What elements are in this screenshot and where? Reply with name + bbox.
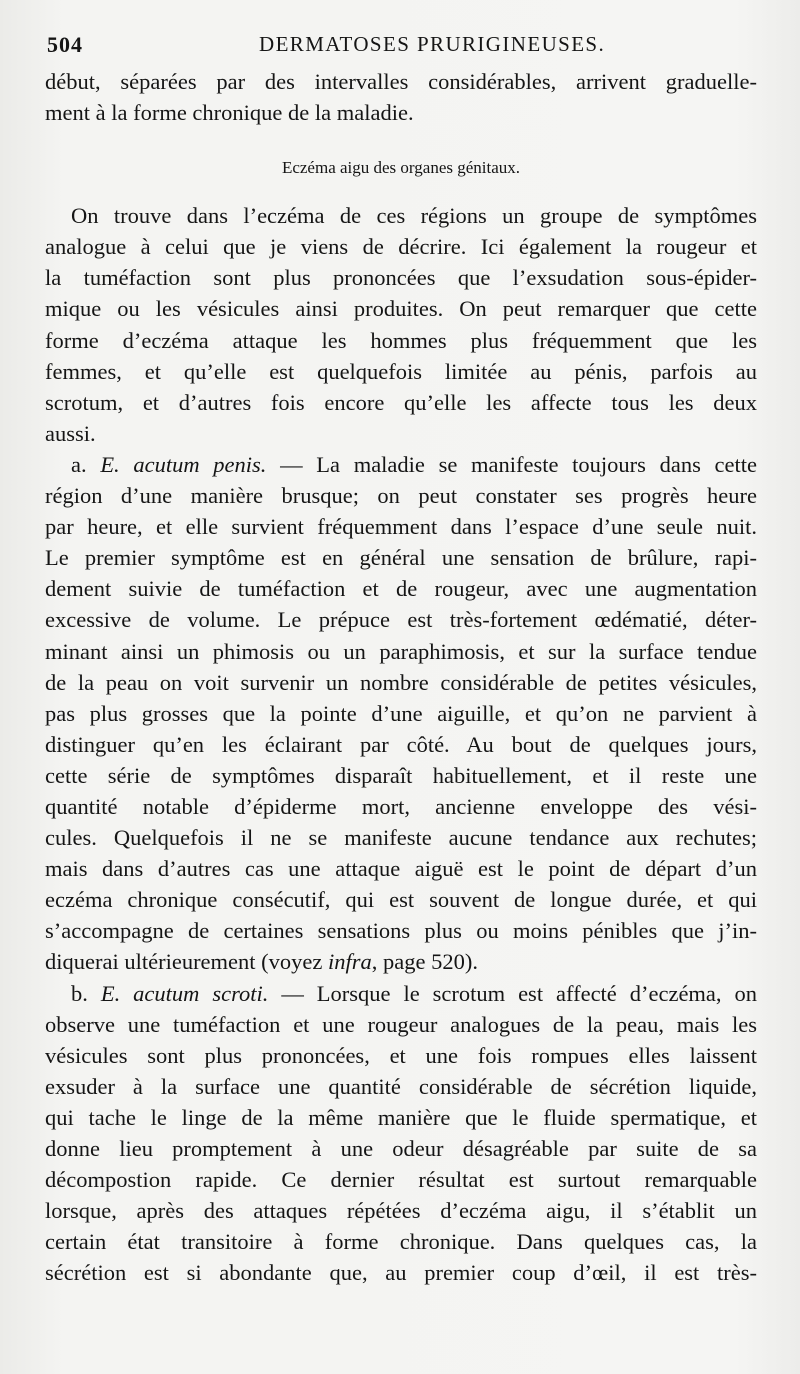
text-line: certain état transitoire à forme chronique. Dans quelques cas, la xyxy=(45,1229,757,1255)
text-line: début, séparées par des intervalles considérables, arrivent graduelle- xyxy=(45,69,757,94)
text-line: quantité notable d’épiderme mort, ancienne enveloppe des vési- xyxy=(45,793,757,819)
text-line: On trouve dans l’eczéma de ces régions un groupe de symptômes xyxy=(71,203,757,229)
text-line: vésicules sont plus prononcées, et une fois rompues elles laissent xyxy=(45,1042,757,1068)
text-run: — Lorsque le scrotum est affecté d’eczéma, on xyxy=(268,980,757,1006)
text-line: femmes, et qu’elle est quelquefois limitée au pénis, parfois au xyxy=(45,358,757,384)
text-line: observe une tuméfaction et une rougeur analogues de la peau, mais les xyxy=(45,1011,757,1037)
page-number: 504 xyxy=(47,32,83,57)
text-line: aussi. xyxy=(45,420,96,446)
text-line: exsuder à la surface une quantité considérable de sécrétion liquide, xyxy=(45,1073,757,1099)
paragraph-title: E. acutum scroti. xyxy=(100,980,269,1006)
text-line: scrotum, et d’autres fois encore qu’elle les affecte tous les deux xyxy=(45,389,757,415)
text-line: Le premier symptôme est en général une sensation de brûlure, rapi- xyxy=(45,545,757,571)
section-title: Eczéma aigu des organes génitaux. xyxy=(281,158,521,178)
text-line: mais dans d’autres cas une attaque aiguë est le point de départ d’un xyxy=(45,856,757,882)
running-head: DERMATOSES PRURIGINEUSES. xyxy=(259,32,606,56)
text-line: qui tache le linge de la même manière que le fluide spermatique, et xyxy=(45,1104,757,1130)
text-line: s’accompagne de certaines sensations plus ou moins pénibles que j’in- xyxy=(45,918,757,944)
text-line: mique ou les vésicules ainsi produites. On peut remarquer que cette xyxy=(45,296,757,322)
paragraph-1 xyxy=(45,200,757,449)
text-line: cules. Quelquefois il ne se manifeste aucune tendance aux rechutes; xyxy=(45,825,757,851)
text-line: distinguer qu’en les éclairant par côté. Au bout de quelques jours, xyxy=(45,731,757,757)
paragraph-label: b. xyxy=(71,980,88,1006)
text-line xyxy=(45,946,757,977)
text-run: — La maladie se manifeste toujours dans cette xyxy=(266,451,757,477)
text-line: lorsque, après des attaques répétées d’eczéma aigu, il s’établit un xyxy=(45,1198,757,1224)
paragraph-label: a. xyxy=(71,451,87,477)
page-header xyxy=(47,32,757,62)
text-line xyxy=(45,978,757,1009)
text-line: région d’une manière brusque; on peut constater ses progrès heure xyxy=(45,483,757,509)
italic-word: infra xyxy=(328,949,372,975)
text-line: minant ainsi un phimosis ou un paraphimosis, et sur la surface tendue xyxy=(45,638,757,664)
paragraph-title: E. acutum penis. xyxy=(100,451,267,477)
text-line: ment à la forme chronique de la maladie. xyxy=(45,100,414,126)
text-line: de la peau on voit survenir un nombre considérable de petites vésicules, xyxy=(45,669,757,695)
text-line: eczéma chronique consécutif, qui est souvent de longue durée, et qui xyxy=(45,887,757,913)
paragraph-b xyxy=(45,978,757,1289)
text-line: par heure, et elle survient fréquemment dans l’espace d’une seule nuit. xyxy=(45,514,757,540)
text-line: excessive de volume. Le prépuce est très-fortement œdématié, déter- xyxy=(45,607,757,633)
text-line: dement suivie de tuméfaction et de rougeur, avec une augmentation xyxy=(45,576,757,602)
text-run: diquerai ultérieurement (voyez xyxy=(45,949,328,975)
text-line: décompostion rapide. Ce dernier résultat est surtout remarquable xyxy=(45,1167,757,1193)
text-line xyxy=(45,449,757,480)
text-line: sécrétion est si abondante que, au premier coup d’œil, il est très- xyxy=(45,1260,757,1286)
paragraph-a xyxy=(45,449,757,978)
text-run: , page 520). xyxy=(371,949,478,975)
page-text xyxy=(45,66,757,1288)
text-line: cette série de symptômes disparaît habituellement, et il reste une xyxy=(45,762,757,788)
text-line: donne lieu promptement à une odeur désagréable par suite de sa xyxy=(45,1136,757,1161)
text-line: pas plus grosses que la pointe d’une aiguille, et qu’on ne parvient à xyxy=(45,700,757,726)
text-line: forme d’eczéma attaque les hommes plus fréquemment que les xyxy=(45,327,757,353)
text-line: la tuméfaction sont plus prononcées que l’exsudation sous-épider- xyxy=(45,265,757,291)
text-line: analogue à celui que je viens de décrire. Ici également la rougeur et xyxy=(45,234,757,260)
